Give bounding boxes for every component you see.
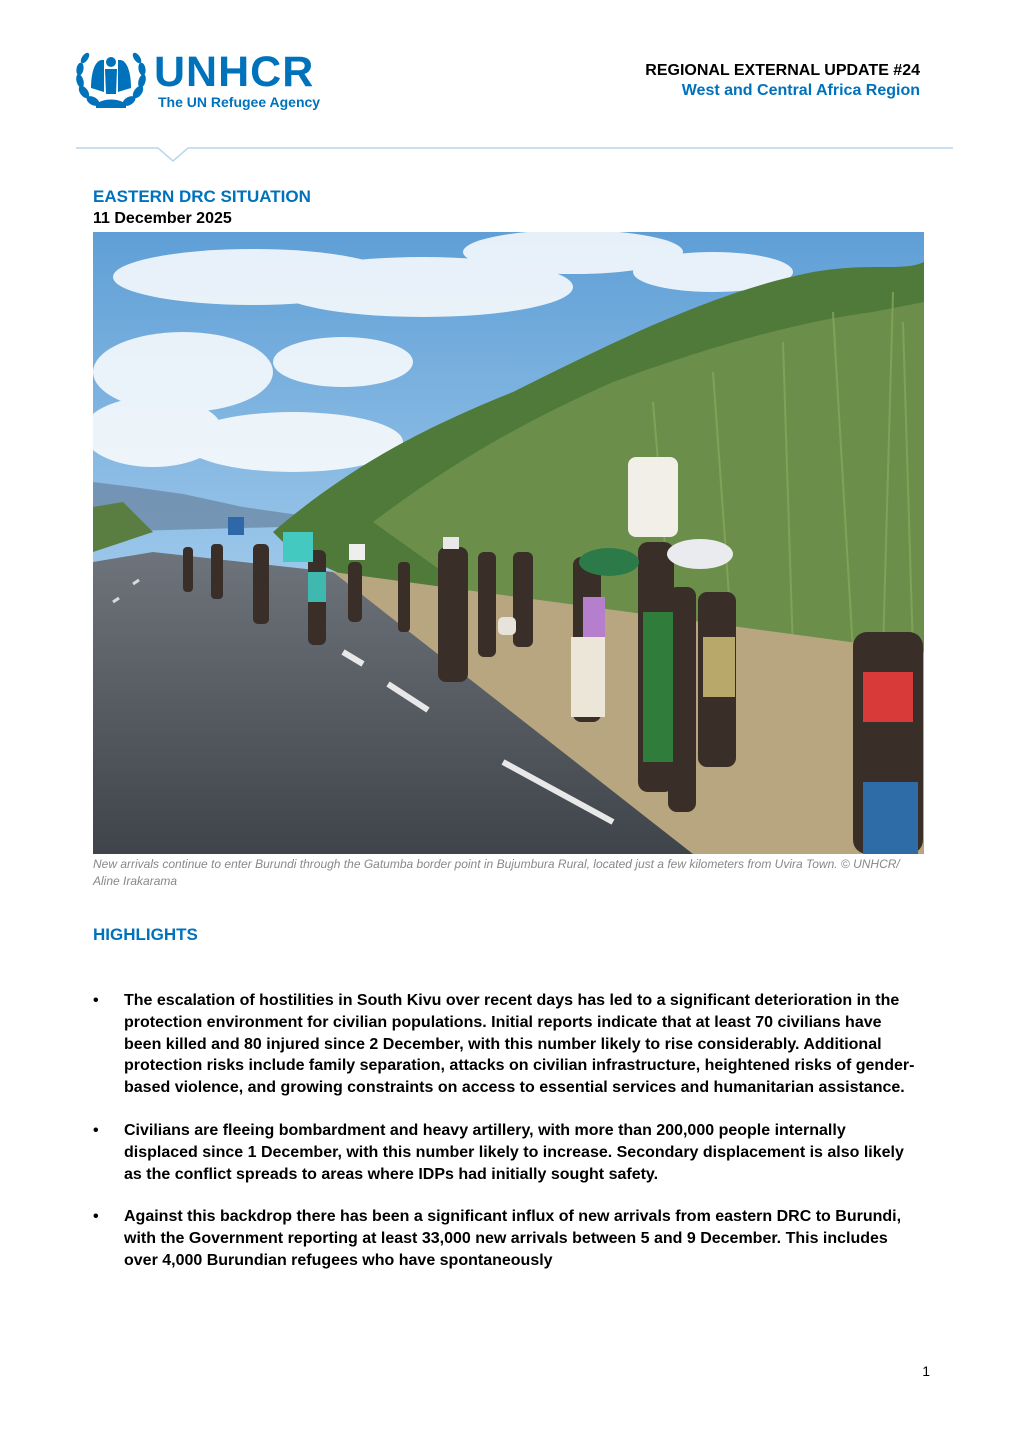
highlight-text: Against this backdrop there has been a significant influx of new arrivals from eastern DRC to Burundi, with the Government reporting at least 33,000 new arrivals between 5 and 9 December. This includes over 4,000 Burundian refugees who have spontaneously xyxy=(124,1208,902,1269)
logo-tagline: The UN Refugee Agency xyxy=(158,94,321,110)
highlight-text: The escalation of hostilities in South Kivu over recent days has led to a significant deterioration in the protection environment for civilian populations. Initial reports indicate that at least 70 civilians have been killed and 80 injured since 2 December, with this number likely to rise considerably. Additional protection risks include family separation, attacks on civilian infrastructure, heightened risks of gender-based violence, and growing constraints on access to essential services and humanitarian assistance. xyxy=(124,992,915,1097)
report-date: 11 December 2025 xyxy=(93,210,232,227)
highlight-item xyxy=(93,990,923,1099)
bullet-icon: • xyxy=(93,1208,99,1226)
cover-photo xyxy=(93,232,924,854)
highlights-heading: HIGHLIGHTS xyxy=(93,925,198,944)
page-number: 1 xyxy=(922,1363,930,1379)
section-title: EASTERN DRC SITUATION xyxy=(93,187,311,206)
unhcr-logo xyxy=(74,48,354,112)
header-divider xyxy=(76,147,953,165)
update-region: West and Central Africa Region xyxy=(681,82,920,99)
bullet-icon: • xyxy=(93,992,99,1009)
highlight-text: Civilians are fleeing bombardment and heavy artillery, with more than 200,000 people internally displaced since 1 December, with this number likely to increase. Secondary displacement is also likely as the conflict spreads to areas where IDPs had initially sought safety. xyxy=(124,1121,904,1183)
photo-caption: New arrivals continue to enter Burundi through the Gatumba border point in Bujumbura Rural, located just a few kilometers from Uvira Town. © UNHCR/ Aline Irakarama xyxy=(93,857,900,888)
unhcr-emblem-icon xyxy=(74,48,148,112)
bullet-icon: • xyxy=(93,1121,99,1139)
highlights-list xyxy=(93,990,923,1293)
update-title: REGIONAL EXTERNAL UPDATE #24 xyxy=(645,62,920,79)
highlight-item xyxy=(93,1120,923,1185)
highlight-item xyxy=(93,1206,923,1271)
logo-wordmark: UNHCR xyxy=(154,48,315,96)
